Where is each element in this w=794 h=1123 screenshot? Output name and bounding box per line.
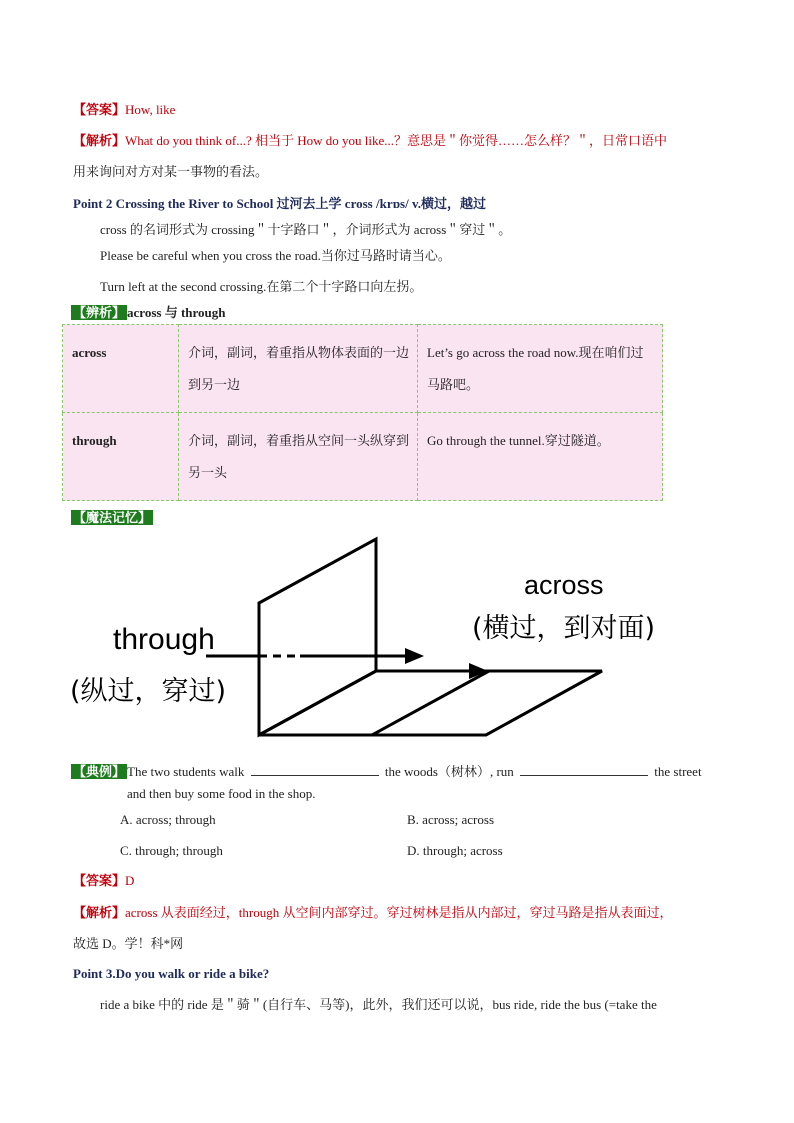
- table-cell-meaning: 介词，副词，着重指从空间一头纵穿到另一头: [179, 413, 418, 501]
- point-2-line-3: Turn left at the second crossing.在第二个十字路口向左拐。: [100, 279, 423, 294]
- answer-blank-1: [251, 763, 379, 776]
- table-cell-word: across: [63, 325, 179, 413]
- vertical-plane: [259, 539, 376, 735]
- bianxi-tag: 【辨析】: [73, 305, 126, 320]
- table-cell-example: Let’s go across the road now.现在咱们过马路吧。: [418, 325, 663, 413]
- analysis-text: What do you think of...? 相当于 How do you like...？意思是＂你觉得……怎么样？＂，日常口语中: [125, 133, 668, 148]
- question-part-2: the woods（树林）, run: [384, 764, 514, 779]
- option-c: C. through; through: [120, 843, 223, 858]
- answer-1: [73, 101, 175, 119]
- table-cell-meaning: 介词，副词，着重指从物体表面的一边到另一边: [179, 325, 418, 413]
- question-part-3: the street: [654, 764, 702, 779]
- option-a: A. across; through: [120, 812, 216, 827]
- table-row: [63, 325, 663, 413]
- option-b: B. across; across: [407, 812, 495, 827]
- across-label: across: [524, 570, 604, 600]
- point-3-line-1: ride a bike 中的 ride 是＂骑＂(自行车、马等)，此外，我们还可以说，bus ride, ride the bus (=take the: [100, 997, 657, 1012]
- answer-blank-2: [520, 763, 648, 776]
- memory-heading: [71, 509, 153, 527]
- table-row: [63, 413, 663, 501]
- point-2-heading: Point 2 Crossing the River to School 过河去上学 cross /krɒs/ v.横过，越过: [73, 196, 487, 211]
- through-label: through: [113, 623, 215, 656]
- across-through-diagram: [0, 530, 794, 750]
- point-2-line-2: Please be careful when you cross the road.当你过马路时请当心。: [100, 248, 451, 263]
- answer-text: How, like: [125, 102, 176, 117]
- question-part-1: The two students walk: [127, 764, 245, 779]
- across-cn-label: (横过，到对面): [472, 613, 656, 644]
- through-arrow-head: [405, 648, 424, 664]
- bianxi-title: across 与 through: [127, 305, 226, 320]
- table-cell-example: Go through the tunnel.穿过隧道。: [418, 413, 663, 501]
- analysis-2-line-2: 故选 D。学！科*网: [73, 936, 184, 951]
- point-2-line-1: cross 的名词形式为 crossing＂十字路口＂，介词形式为 across＂穿过＂。: [100, 222, 512, 237]
- answer-tag: 【答案】: [73, 102, 126, 117]
- comparison-table: [62, 324, 663, 501]
- answer-tag: 【答案】: [73, 873, 126, 888]
- analysis-tag: 【解析】: [73, 133, 126, 148]
- answer-text: D: [125, 873, 135, 888]
- option-d: D. through; across: [407, 843, 503, 858]
- example-tag: 【典例】: [73, 764, 126, 779]
- example-question-line-2: and then buy some food in the shop.: [127, 786, 316, 801]
- analysis-text: across 从表面经过，through 从空间内部穿过。穿过树林是指从内部过，穿过马路是指从表面过，: [125, 905, 673, 920]
- analysis-2-line-1: [73, 904, 672, 922]
- example-question-line-1: [71, 763, 702, 781]
- answer-2: [73, 872, 134, 890]
- bianxi-heading: [71, 304, 226, 322]
- analysis-tag: 【解析】: [73, 905, 126, 920]
- through-cn-label: (纵过，穿过): [70, 676, 227, 707]
- analysis-1-line-2: 用来询问对方对某一事物的看法。: [73, 164, 269, 179]
- analysis-1-line-1: [73, 132, 667, 150]
- table-cell-word: through: [63, 413, 179, 501]
- point-3-heading: Point 3.Do you walk or ride a bike?: [73, 966, 270, 981]
- memory-tag: 【魔法记忆】: [73, 510, 152, 525]
- floor-divider: [372, 671, 489, 735]
